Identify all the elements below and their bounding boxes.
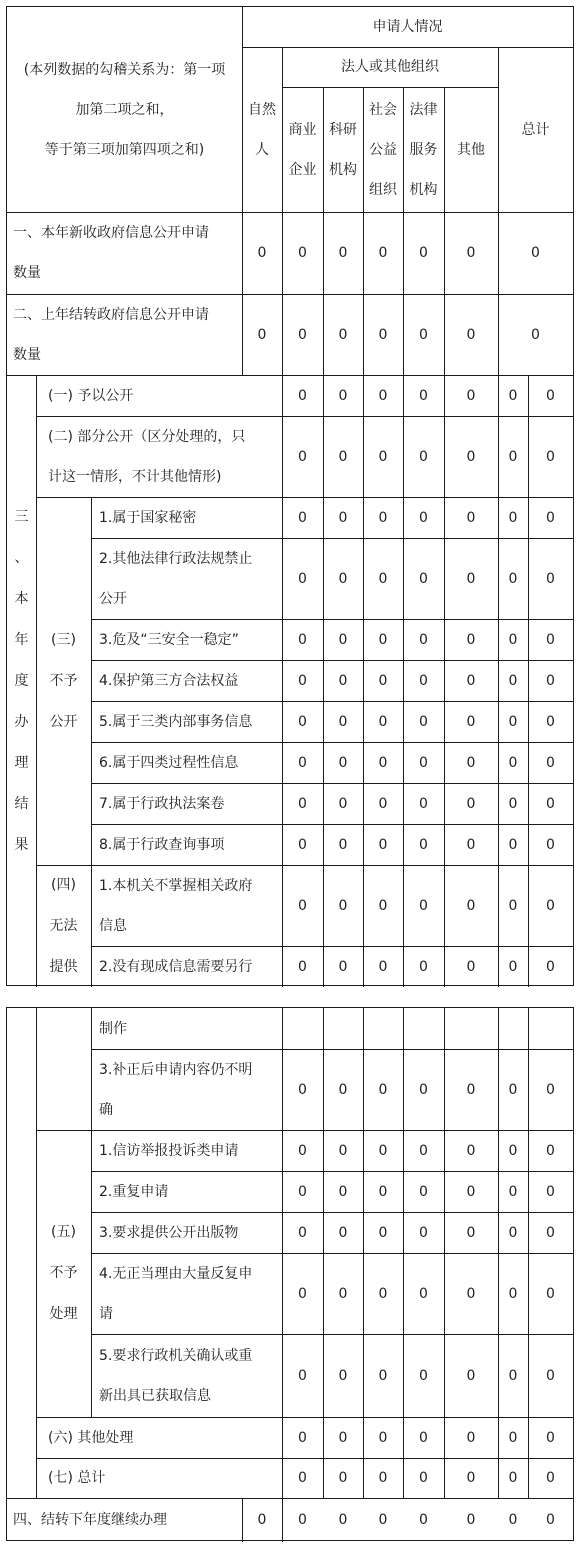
cell-value: 0 (338, 713, 348, 730)
cell-value: 0 (298, 1081, 307, 1098)
cell-value: 0 (419, 245, 428, 261)
cell-value: 0 (508, 1224, 518, 1241)
cell-value: 0 (546, 1429, 555, 1446)
row-subtotal-label: (七) 总计 (48, 1470, 106, 1486)
header-research: 科研 机构 (329, 121, 357, 178)
cell-value: 0 (298, 1429, 307, 1446)
statistics-table-part-2 (6, 1007, 574, 1541)
cell-value: 0 (378, 1081, 388, 1098)
row-carried-over-label: 二、上年结转政府信息公开申请 数量 (13, 306, 209, 363)
header-formula-note: (本列数据的勾稽关系为：第一项 加第二项之和， 等于第三项加第四项之和) (23, 61, 226, 158)
cell-value: 0 (378, 1512, 388, 1528)
cell-value: 0 (257, 1512, 267, 1528)
cell-value: 0 (419, 1429, 428, 1446)
cell-value: 0 (419, 836, 428, 853)
cell-value: 0 (378, 1429, 388, 1446)
row-carry-forward-label: 四、结转下年度继续办理 (13, 1512, 167, 1528)
cell-value: 0 (338, 631, 348, 648)
section3-title: 三 、 本 年 度 办 理 结 果 (14, 508, 29, 853)
cell-value: 0 (466, 1183, 476, 1200)
cell-value: 0 (378, 1224, 388, 1241)
cell-value: 0 (378, 672, 388, 689)
cell-value: 0 (508, 448, 518, 465)
cell-value: 0 (466, 448, 476, 465)
cell-value: 0 (466, 836, 476, 853)
row-not-disclose-label: 6.属于四类过程性信息 (99, 754, 239, 771)
header-legal-person-group: 法人或其他组织 (341, 59, 439, 75)
cell-value: 0 (338, 509, 348, 526)
cell-value: 0 (508, 836, 518, 853)
cell-value: 0 (378, 570, 388, 587)
cell-value: 0 (378, 754, 388, 771)
row-cannot-provide-label: 1.本机关不掌握相关政府 信息 (99, 877, 253, 934)
cell-value: 0 (338, 672, 348, 689)
cell-value: 0 (298, 897, 307, 914)
cell-value: 0 (508, 1285, 518, 1302)
row-not-disclose-label: 4.保护第三方合法权益 (99, 672, 239, 689)
cell-value: 0 (546, 672, 555, 689)
cell-value: 0 (378, 713, 388, 730)
cell-value: 0 (257, 245, 267, 261)
cell-value: 0 (508, 509, 518, 526)
row-not-disclose-label: 1.属于国家秘密 (99, 509, 197, 526)
row-new-requests-label: 一、本年新收政府信息公开申请 数量 (13, 225, 209, 281)
row-cannot-provide-label: 2.没有现成信息需要另行 (99, 958, 253, 975)
cell-value: 0 (546, 795, 555, 812)
row-partial-label: (二) 部分公开（区分处理的，只 计这一情形，不计其他情形) (48, 428, 246, 485)
cell-value: 0 (378, 958, 388, 975)
cell-value: 0 (298, 1285, 307, 1302)
cell-value: 0 (508, 1142, 518, 1159)
cell-value: 0 (419, 1183, 428, 1200)
cell-value: 0 (466, 245, 476, 261)
cell-value: 0 (419, 672, 428, 689)
row-not-disclose-label: 3.危及“三安全一稳定” (99, 631, 239, 648)
cell-value: 0 (298, 1142, 307, 1159)
cell-value: 0 (546, 1081, 555, 1098)
cell-value: 0 (546, 1183, 555, 1200)
cell-value: 0 (419, 448, 428, 465)
cell-value: 0 (378, 897, 388, 914)
cell-value: 0 (508, 1367, 518, 1384)
row-cannot-provide-label-cont: 制作 (99, 1020, 127, 1037)
cell-value: 0 (419, 1470, 428, 1486)
cell-value: 0 (508, 1470, 518, 1486)
cell-value: 0 (466, 1081, 476, 1098)
cell-value: 0 (531, 245, 540, 261)
cell-value: 0 (338, 836, 348, 853)
cell-value: 0 (546, 754, 555, 771)
row-not-processed-label: 1.信访举报投诉类申请 (99, 1142, 239, 1159)
cell-value: 0 (338, 897, 348, 914)
cell-value: 0 (546, 1142, 555, 1159)
cell-value: 0 (531, 326, 540, 343)
cell-value: 0 (419, 326, 428, 343)
cell-value: 0 (419, 958, 428, 975)
cell-value: 0 (466, 1367, 476, 1384)
cell-value: 0 (298, 754, 307, 771)
cell-value: 0 (508, 897, 518, 914)
cell-value: 0 (466, 631, 476, 648)
cell-value: 0 (378, 1285, 388, 1302)
cell-value: 0 (508, 795, 518, 812)
cell-value: 0 (378, 795, 388, 812)
header-total: 总计 (521, 121, 550, 138)
cell-value: 0 (378, 509, 388, 526)
page-break (0, 987, 579, 1006)
cell-value: 0 (508, 754, 518, 771)
cell-value: 0 (298, 1183, 307, 1200)
statistics-table-part-1 (6, 6, 574, 986)
cell-value: 0 (466, 387, 476, 404)
cell-value: 0 (298, 672, 307, 689)
cell-value: 0 (508, 1512, 518, 1528)
row-not-disclose-label: 8.属于行政查询事项 (99, 836, 225, 853)
cell-value: 0 (466, 795, 476, 812)
cell-value: 0 (338, 1470, 348, 1486)
header-business: 商业 企业 (288, 121, 317, 178)
cell-value: 0 (338, 795, 348, 812)
cell-value: 0 (338, 1081, 348, 1098)
row-not-disclose-label: 7.属于行政执法案卷 (99, 795, 225, 812)
cell-value: 0 (378, 245, 388, 261)
cell-value: 0 (298, 448, 307, 465)
cell-value: 0 (338, 1285, 348, 1302)
cell-value: 0 (466, 1285, 476, 1302)
row-cannot-provide-label: 3.补正后申请内容仍不明 确 (99, 1061, 253, 1118)
header-applicant-status: 申请人情况 (372, 19, 443, 35)
cell-value: 0 (508, 570, 518, 587)
cell-value: 0 (466, 1142, 476, 1159)
cell-value: 0 (298, 1224, 307, 1241)
group-cannot-provide: (四) 无法 提供 (49, 876, 78, 975)
cell-value: 0 (338, 1512, 348, 1528)
cell-value: 0 (298, 631, 307, 648)
cell-value: 0 (298, 958, 307, 975)
cell-value: 0 (546, 958, 555, 975)
cell-value: 0 (338, 1142, 348, 1159)
cell-value: 0 (298, 1367, 307, 1384)
cell-value: 0 (338, 1429, 348, 1446)
cell-value: 0 (419, 795, 428, 812)
group-not-processed: (五) 不予 处理 (49, 1224, 78, 1322)
cell-value: 0 (546, 448, 555, 465)
cell-value: 0 (298, 387, 307, 404)
cell-value: 0 (546, 897, 555, 914)
row-not-disclose-label: 5.属于三类内部事务信息 (99, 713, 253, 730)
cell-value: 0 (419, 1142, 428, 1159)
cell-value: 0 (546, 570, 555, 587)
cell-value: 0 (546, 1224, 555, 1241)
cell-value: 0 (378, 1470, 388, 1486)
cell-value: 0 (419, 1367, 428, 1384)
row-not-disclose-label: 2.其他法律行政法规禁止 公开 (99, 550, 253, 607)
cell-value: 0 (419, 1285, 428, 1302)
cell-value: 0 (419, 754, 428, 771)
cell-value: 0 (298, 509, 307, 526)
row-not-processed-label: 5.要求行政机关确认或重 新出具已获取信息 (99, 1347, 253, 1404)
cell-value: 0 (338, 387, 348, 404)
group-not-disclose: (三) 不予 公开 (49, 631, 78, 730)
cell-value: 0 (508, 1429, 518, 1446)
cell-value: 0 (419, 1224, 428, 1241)
cell-value: 0 (466, 958, 476, 975)
cell-value: 0 (508, 387, 518, 404)
cell-value: 0 (508, 631, 518, 648)
cell-value: 0 (378, 1183, 388, 1200)
cell-value: 0 (338, 1183, 348, 1200)
row-not-processed-label: 3.要求提供公开出版物 (99, 1224, 239, 1241)
row-not-processed-label: 2.重复申请 (99, 1183, 169, 1200)
cell-value: 0 (466, 754, 476, 771)
cell-value: 0 (419, 1512, 428, 1528)
cell-value: 0 (419, 897, 428, 914)
header-social-welfare: 社会 公益 组织 (369, 101, 397, 198)
cell-value: 0 (466, 1429, 476, 1446)
cell-value: 0 (466, 570, 476, 587)
cell-value: 0 (419, 713, 428, 730)
cell-value: 0 (338, 245, 348, 261)
cell-value: 0 (546, 1470, 555, 1486)
cell-value: 0 (338, 326, 348, 343)
cell-value: 0 (298, 836, 307, 853)
cell-value: 0 (419, 509, 428, 526)
cell-value: 0 (546, 713, 555, 730)
cell-value: 0 (466, 1470, 476, 1486)
cell-value: 0 (508, 672, 518, 689)
cell-value: 0 (298, 1470, 307, 1486)
cell-value: 0 (466, 326, 476, 343)
cell-value: 0 (378, 1142, 388, 1159)
cell-value: 0 (546, 387, 555, 404)
cell-value: 0 (546, 1367, 555, 1384)
cell-value: 0 (338, 570, 348, 587)
cell-value: 0 (338, 1367, 348, 1384)
cell-value: 0 (546, 1285, 555, 1302)
header-other: 其他 (457, 141, 485, 158)
cell-value: 0 (338, 754, 348, 771)
cell-value: 0 (466, 672, 476, 689)
cell-value: 0 (508, 713, 518, 730)
cell-value: 0 (419, 570, 428, 587)
cell-value: 0 (419, 631, 428, 648)
cell-value: 0 (419, 387, 428, 404)
cell-value: 0 (298, 1512, 307, 1528)
cell-value: 0 (378, 326, 388, 343)
cell-value: 0 (338, 1224, 348, 1241)
header-legal-service: 法律 服务 机构 (409, 101, 438, 198)
cell-value: 0 (419, 1081, 428, 1098)
cell-value: 0 (378, 1367, 388, 1384)
cell-value: 0 (338, 448, 348, 465)
cell-value: 0 (466, 1224, 476, 1241)
row-not-processed-label: 4.无正当理由大量反复申 请 (99, 1265, 253, 1322)
header-natural-person: 自然 人 (248, 101, 276, 158)
row-other-processing-label: (六) 其他处理 (48, 1429, 134, 1446)
cell-value: 0 (466, 897, 476, 914)
cell-value: 0 (466, 713, 476, 730)
cell-value: 0 (508, 1081, 518, 1098)
cell-value: 0 (378, 836, 388, 853)
cell-value: 0 (378, 448, 388, 465)
cell-value: 0 (378, 631, 388, 648)
cell-value: 0 (298, 795, 307, 812)
cell-value: 0 (546, 1512, 555, 1528)
cell-value: 0 (508, 1183, 518, 1200)
cell-value: 0 (378, 387, 388, 404)
cell-value: 0 (338, 958, 348, 975)
cell-value: 0 (298, 570, 307, 587)
cell-value: 0 (257, 326, 267, 343)
cell-value: 0 (298, 245, 307, 261)
cell-value: 0 (466, 1512, 476, 1528)
row-disclose-label: (一) 予以公开 (48, 387, 134, 404)
cell-value: 0 (546, 509, 555, 526)
cell-value: 0 (298, 713, 307, 730)
cell-value: 0 (546, 631, 555, 648)
cell-value: 0 (466, 509, 476, 526)
cell-value: 0 (546, 836, 555, 853)
cell-value: 0 (298, 326, 307, 343)
cell-value: 0 (508, 958, 518, 975)
